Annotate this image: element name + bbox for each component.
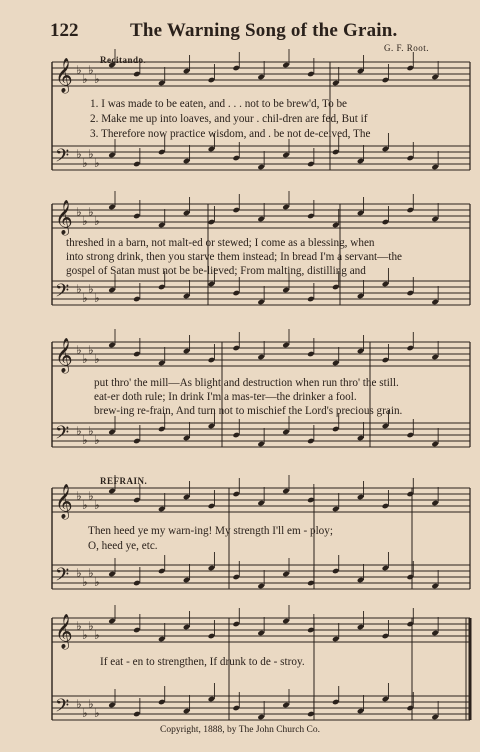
flat-icon: ♭ <box>94 575 100 589</box>
composer-credit: G. F. Root. <box>384 43 430 53</box>
flat-icon: ♭ <box>88 282 94 296</box>
lyric-line: O, heed ye, etc. <box>88 540 158 552</box>
flat-icon: ♭ <box>82 72 88 86</box>
flat-icon: ♭ <box>82 628 88 642</box>
bass-clef-icon: 𝄢 <box>55 423 70 448</box>
lyric-line: threshed in a barn, not malt-ed or stewed; I come as a blessing, when <box>66 237 375 249</box>
song-title: The Warning Song of the Grain. <box>130 20 398 41</box>
flat-icon: ♭ <box>94 291 100 305</box>
flat-icon: ♭ <box>76 282 82 296</box>
flat-icon: ♭ <box>76 343 82 357</box>
flat-icon: ♭ <box>88 343 94 357</box>
flat-icon: ♭ <box>88 619 94 633</box>
flat-icon: ♭ <box>94 156 100 170</box>
treble-clef-icon: 𝄞 <box>55 58 73 93</box>
flat-icon: ♭ <box>88 63 94 77</box>
flat-icon: ♭ <box>76 424 82 438</box>
refrain-marking: REFRAIN. <box>100 476 148 486</box>
tempo-marking-recitando: Recitando. <box>100 55 147 65</box>
lyric-line: eat-er doth rule; In drink I'm a mas-ter—the drinker a fool. <box>94 391 357 403</box>
flat-icon: ♭ <box>82 433 88 447</box>
flat-icon: ♭ <box>88 697 94 711</box>
flat-icon: ♭ <box>88 205 94 219</box>
flat-icon: ♭ <box>94 72 100 86</box>
lyric-line: gospel of Satan must not be be-lieved; From malting, distilling and <box>66 265 366 277</box>
flat-icon: ♭ <box>88 489 94 503</box>
flat-icon: ♭ <box>76 205 82 219</box>
flat-icon: ♭ <box>76 63 82 77</box>
flat-icon: ♭ <box>82 214 88 228</box>
flat-icon: ♭ <box>88 424 94 438</box>
flat-icon: ♭ <box>94 706 100 720</box>
flat-icon: ♭ <box>76 489 82 503</box>
lyric-line: 2. Make me up into loaves, and your . chil-dren are fed, But if <box>90 113 368 125</box>
lyric-line: Then heed ye my warn-ing! My strength I'll em - ploy; <box>88 525 333 537</box>
flat-icon: ♭ <box>82 498 88 512</box>
lyric-line: If eat - en to strengthen, If drunk to de - stroy. <box>100 656 305 668</box>
flat-icon: ♭ <box>94 352 100 366</box>
flat-icon: ♭ <box>82 352 88 366</box>
flat-icon: ♭ <box>88 566 94 580</box>
flat-icon: ♭ <box>94 214 100 228</box>
page-number: 122 <box>50 20 79 41</box>
flat-icon: ♭ <box>82 156 88 170</box>
flat-icon: ♭ <box>82 291 88 305</box>
treble-clef-icon: 𝄞 <box>55 614 73 649</box>
lyric-line: brew-ing re-frain, And turn not to mischief the Lord's precious grain. <box>94 405 403 417</box>
treble-clef-icon: 𝄞 <box>55 338 73 373</box>
bass-clef-icon: 𝄢 <box>55 146 70 171</box>
flat-icon: ♭ <box>76 147 82 161</box>
flat-icon: ♭ <box>76 566 82 580</box>
flat-icon: ♭ <box>82 706 88 720</box>
lyric-line: put thro' the mill—As blight and destruction when run thro' the still. <box>94 377 399 389</box>
lyric-line: 1. I was made to be eaten, and . . . not to be brew'd, To be <box>90 98 348 110</box>
flat-icon: ♭ <box>76 619 82 633</box>
bass-clef-icon: 𝄢 <box>55 565 70 590</box>
flat-icon: ♭ <box>94 433 100 447</box>
flat-icon: ♭ <box>88 147 94 161</box>
copyright-notice: Copyright, 1888, by The John Church Co. <box>160 725 321 735</box>
lyric-line: into strong drink, then you starve them instead; In bread I'm a servant—the <box>66 251 403 263</box>
bass-clef-icon: 𝄢 <box>55 696 70 721</box>
flat-icon: ♭ <box>94 628 100 642</box>
flat-icon: ♭ <box>94 498 100 512</box>
bass-clef-icon: 𝄢 <box>55 281 70 306</box>
treble-clef-icon: 𝄞 <box>55 484 73 519</box>
treble-clef-icon: 𝄞 <box>55 200 73 235</box>
flat-icon: ♭ <box>82 575 88 589</box>
lyric-line: 3. Therefore now practice wisdom, and . be not de-ceived, The <box>90 128 371 140</box>
flat-icon: ♭ <box>76 697 82 711</box>
